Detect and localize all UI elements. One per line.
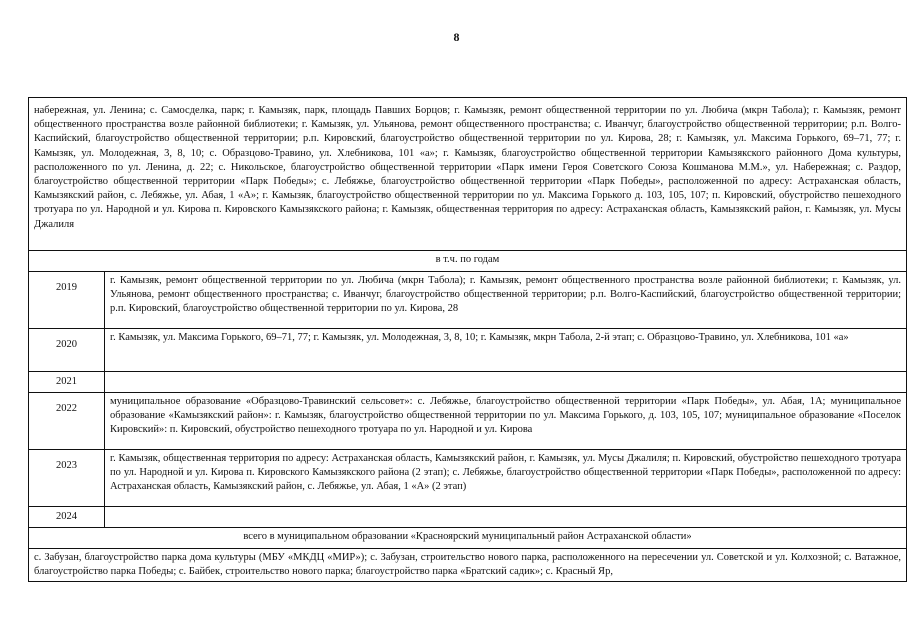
- year-cell: 2019: [29, 272, 105, 329]
- table-row: [29, 393, 907, 450]
- year-description: муниципальное образование «Образцово-Травинский сельсовет»: с. Лебяжье, благоустройство общественной территории «Парк Победы», ул. Абая, 1А; муниципальное образование «Камызякский район»: г. Камызяк, благоустройство общественной территории по ул. Максима Горького, д. 103, 105, 107; муниципальное образование «Поселок Кировский»: п. Кировский, обустройство пешеходного тротуара по ул. Народной и ул. Кирова: [105, 393, 907, 450]
- year-cell: 2024: [29, 507, 105, 528]
- table-row: [29, 329, 907, 372]
- intro-cell: набережная, ул. Ленина; с. Самосделка, парк; г. Камызяк, парк, площадь Павших Борцов; г. Камызяк, ремонт общественной территории по ул. Любича (мкрн Табола); г. Камызяк, ремонт общественного пространства возле районной библиотеки; г. Камызяк, ул. Ульянова, ремонт общественного пространства; с. Иванчуг, благоустройство общественной территории; р.п. Волго-Каспийский, благоустройство общественной территории; р.п. Кировский, благоустройство общественной территории по ул. Кирова, 28; г. Камызяк, ул. Максима Горького, 69–71, 77; г. Камызяк, ул. Молодежная, 3, 8, 10; с. Образцово-Травино, ул. Хлебникова, 101 «а»; г. Камызяк, благоустройство общественной территории Камызякского районного Дома культуры, расположенного по ул. Ленина, д. 22; с. Никольское, благоустройство общественной территории «Парк имени Героя Советского Союза Кошманова М.М.», ул. Набережная; с. Раздор, благоустройство общественной территории «Парк Победы»; с. Лебяжье, благоустройство общественной территории «Парк Победы», расположенной по адресу: Астраханская область, Камызякский район, с. Лебяжье, ул. Абая, 1 «А»; г. Камызяк, благоустройство общественной территории по ул. Максима Горького д. 103, 105, 107; п. Кировский, обустройство пешеходного тротуара по ул. Народной и ул. Кирова п. Кировского Камызякского района; г. Камызяк, общественная территория по адресу: Астраханская область, Камызякский район, г. Камызяк, ул. Мусы Джалиля: [29, 98, 907, 251]
- year-cell: 2022: [29, 393, 105, 450]
- table-row: [29, 450, 907, 507]
- year-description: [105, 507, 907, 528]
- year-cell: 2020: [29, 329, 105, 372]
- last-row: [29, 549, 907, 582]
- total-header: всего в муниципальном образовании «Красноярский муниципальный район Астраханской области»: [29, 528, 907, 549]
- last-row-cell: с. Забузан, благоустройство парка дома культуры (МБУ «МКДЦ «МИР»); с. Забузан, строительство нового парка, расположенного на пересечении ул. Советской и ул. Колхозной; с. Ватажное, благоустройство парка Победы; с. Байбек, строительство нового парка; благоустройство парка «Братский садик»; с. Красный Яр,: [29, 549, 907, 582]
- year-cell: 2021: [29, 372, 105, 393]
- table-row: [29, 272, 907, 329]
- year-description: г. Камызяк, общественная территория по адресу: Астраханская область, Камызякский район, г. Камызяк, ул. Мусы Джалиля; п. Кировский, обустройство пешеходного тротуара по ул. Народной и ул. Кирова п. Кировского Камызякского района (2 этап); с. Лебяжье, благоустройство общественной территории «Парк Победы», расположенной по адресу: Астраханская область, Камызякский район, с. Лебяжье, ул. Абая, 1 «А» (2 этап): [105, 450, 907, 507]
- territories-table: [28, 97, 907, 582]
- total-header-row: [29, 528, 907, 549]
- by-years-header: в т.ч. по годам: [29, 251, 907, 272]
- year-description: г. Камызяк, ул. Максима Горького, 69–71, 77; г. Камызяк, ул. Молодежная, 3, 8, 10; г. Камызяк, мкрн Табола, 2-й этап; с. Образцово-Травино, ул. Хлебникова, 101 «а»: [105, 329, 907, 372]
- table-row: [29, 372, 907, 393]
- page-number: 8: [453, 30, 460, 44]
- intro-row: [29, 98, 907, 251]
- year-description: [105, 372, 907, 393]
- table-row: [29, 507, 907, 528]
- year-description: г. Камызяк, ремонт общественной территории по ул. Любича (мкрн Табола); г. Камызяк, ремонт общественного пространства возле районной библиотеки; г. Камызяк, ул. Ульянова, ремонт общественного пространства; с. Иванчуг, благоустройство общественной территории; р.п. Волго-Каспийский, благоустройство общественной территории; р.п. Кировский, благоустройство общественной территории по ул. Кирова, 28: [105, 272, 907, 329]
- year-cell: 2023: [29, 450, 105, 507]
- by-years-header-row: [29, 251, 907, 272]
